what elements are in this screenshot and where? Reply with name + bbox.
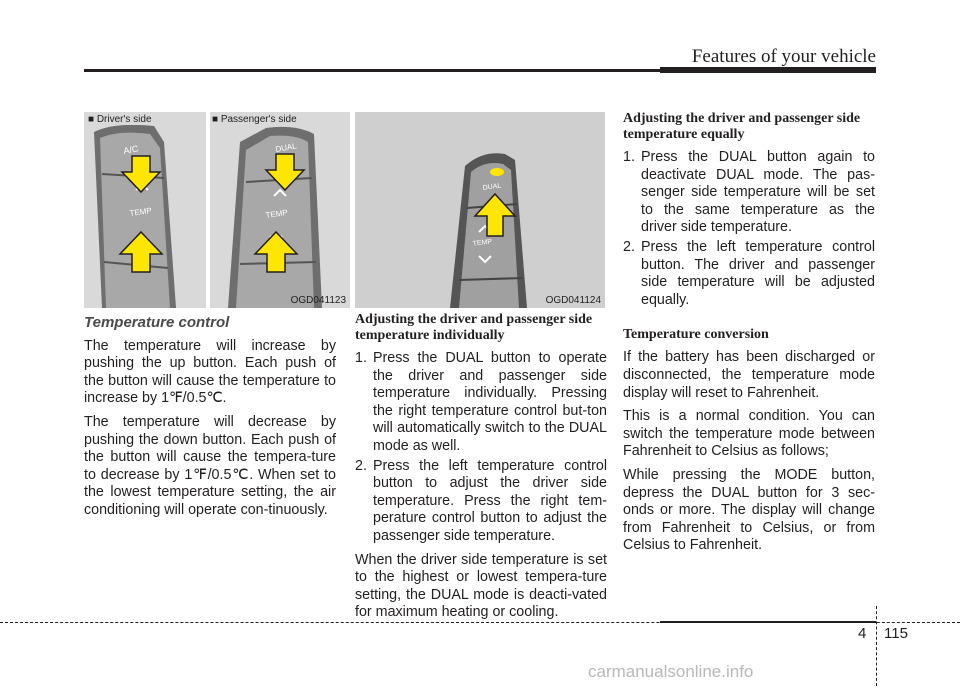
list-number: 2. <box>355 457 367 474</box>
figure-dual-button <box>355 112 605 308</box>
list-text: Press the left temperature control button to adjust the driver side temperature. Press the right tem-perature control button to adjust the passenger side temperature. <box>373 457 607 544</box>
heading-temperature-control: Temperature control <box>84 314 230 331</box>
paragraph: The temperature will decrease by pushing the down button. Each push of the button will cause the tempera-ture to decrease by 1℉/0.5℃. When set to the lowest temperature setting, the air conditioning will operate con-tinuously. <box>84 413 336 518</box>
figure-passenger-side <box>210 112 350 308</box>
figure-code-left: OGD041123 <box>290 295 346 306</box>
btn-temp-label-2: TEMP <box>265 207 289 220</box>
btn-ac-label: A/C <box>122 143 140 156</box>
chapter-number: 4 <box>858 625 867 642</box>
list-item <box>355 350 607 456</box>
list-item <box>355 458 607 546</box>
passenger-panel-illustration <box>210 112 350 308</box>
btn-dual-label-3: DUAL <box>482 182 502 192</box>
list-text: Press the left temperature control button. The driver and passenger side temperature will be adjusted equally. <box>641 238 875 308</box>
figure-code-right: OGD041124 <box>545 295 601 306</box>
column-individual-adjust <box>355 312 607 628</box>
paragraph: This is a normal condition. You can switch the temperature mode between Fahrenheit to Celsius as follows; <box>623 408 875 460</box>
dual-panel-illustration <box>355 112 605 308</box>
figure-driver-side <box>84 112 206 308</box>
passenger-side-label: ■ Passenger's side <box>212 114 297 125</box>
list-number: 1. <box>623 149 635 165</box>
btn-temp-label: TEMP <box>129 205 153 218</box>
column-temperature-control <box>84 314 336 526</box>
footer-rule-accent <box>660 621 876 623</box>
heading-individual-adjust: Adjusting the driver and passenger side temperature individually <box>355 312 593 343</box>
driver-side-label: ■ Driver's side <box>88 114 152 125</box>
heading-equal-adjust: Adjusting the driver and passenger side temperature equally <box>623 111 861 142</box>
list-item <box>623 239 875 309</box>
list-number: 2. <box>623 238 635 255</box>
column-equal-adjust <box>623 111 875 561</box>
list-text: Press the DUAL button again to deactivate DUAL mode. The pas-senger side temperature will be set to the same temperature as the driver side temperature. <box>641 149 875 236</box>
list-number: 1. <box>355 350 367 366</box>
header-title: Features of your vehicle <box>691 46 876 67</box>
btn-temp-label-3: TEMP <box>472 238 493 248</box>
paragraph: When the driver side temperature is set to the highest or lowest tempera-ture setting, the DUAL mode is deacti-vated for maximum heating or cooling. <box>355 551 607 621</box>
header-rule-accent <box>660 67 876 73</box>
list-text: Press the DUAL button to operate the driver and passenger side temperature individually. Pressing the right temperature control but-ton will automatically switch to the DUAL mode as well. <box>373 350 607 454</box>
footer-separator <box>876 606 877 686</box>
watermark: carmanualsonline.info <box>588 662 754 681</box>
btn-dual-label: DUAL <box>274 141 298 154</box>
heading-temperature-conversion: Temperature conversion <box>623 327 769 343</box>
driver-panel-illustration <box>84 112 206 308</box>
paragraph: While pressing the MODE button, depress the DUAL button for 3 sec-onds or more. The display will change from Fahrenheit to Celsius, or from Celsius to Fahrenheit. <box>623 466 875 554</box>
page-number: 115 <box>884 625 908 642</box>
paragraph: If the battery has been discharged or disconnected, the temperature mode display will reset to Fahrenheit. <box>623 349 875 401</box>
paragraph: The temperature will increase by pushing the up button. Each push of the button will cause the temperature to increase by 1℉/0.5℃. <box>84 337 336 407</box>
list-item <box>623 149 875 237</box>
